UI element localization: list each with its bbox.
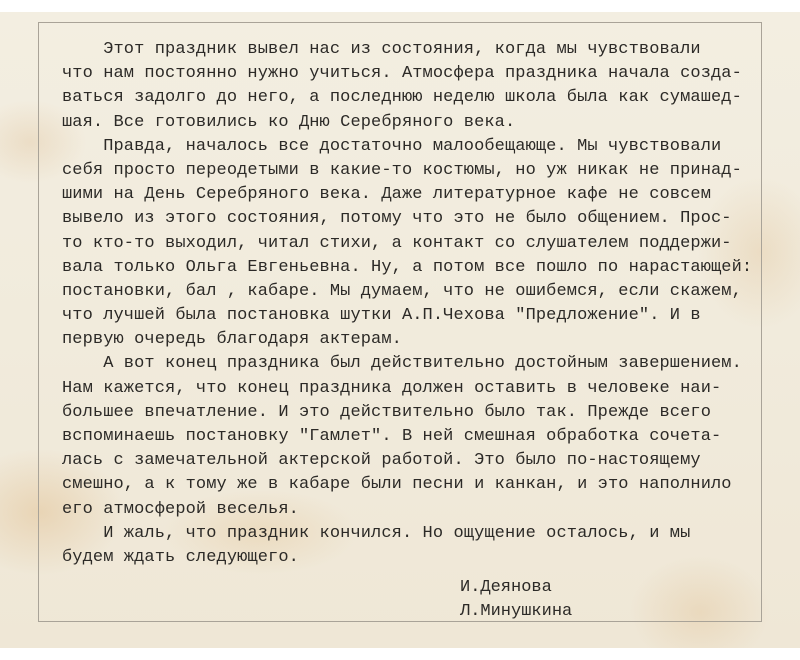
- signature-name: Л.Минушкина: [460, 602, 573, 622]
- text-line: ваться задолго до него, а последнюю неделю школа была как сумашед-: [62, 88, 742, 108]
- text-line: Нам кажется, что конец праздника должен оставить в человеке наи-: [62, 378, 722, 398]
- text-line: будем ждать следующего.: [62, 547, 299, 567]
- text-line: вала только Ольга Евгеньевна. Ну, а потом все пошло по нарастающей:: [62, 257, 753, 277]
- text-line: что нам постоянно нужно учиться. Атмосфера праздника начала созда-: [62, 64, 742, 84]
- text-line: шими на День Серебряного века. Даже литературное кафе не совсем: [62, 185, 712, 205]
- text-line: большее впечатление. И это действительно было так. Прежде всего: [62, 402, 712, 422]
- text-line: первую очередь благодаря актерам.: [62, 330, 402, 350]
- text-line: вспоминаешь постановку "Гамлет". В ней смешная обработка сочета-: [62, 427, 722, 446]
- text-line: шая. Все готовились ко Дню Серебряного века.: [62, 112, 516, 132]
- text-line: себя просто переодетыми в какие-то костюмы, но уж никак не принад-: [62, 160, 742, 180]
- signature-block: [460, 574, 572, 622]
- text-line: Правда, началось все достаточно малообещающе. Мы чувствовали: [62, 136, 722, 156]
- document-body-text: [62, 38, 753, 570]
- text-line: И жаль, что праздник кончился. Но ощущение осталось, и мы: [62, 523, 691, 543]
- text-line: что лучшей была постановка шутки А.П.Чехова "Предложение". И в: [62, 306, 701, 326]
- text-line: Этот праздник вывел нас из состояния, когда мы чувствовали: [62, 40, 701, 59]
- text-line: постановки, бал , кабаре. Мы думаем, что не ошибемся, если скажем,: [62, 281, 742, 301]
- typed-document-sheet: [0, 12, 800, 648]
- signature-name: И.Деянова: [460, 578, 552, 597]
- text-line: смешно, а к тому же в кабаре были песни и канкан, и это наполнило: [62, 475, 732, 495]
- text-line: вывело из этого состояния, потому что это не было общением. Прос-: [62, 209, 732, 229]
- text-line: лась с замечательной актерской работой. Это было по-настоящему: [62, 451, 701, 471]
- text-line: его атмосферой веселья.: [62, 499, 299, 519]
- text-line: то кто-то выходил, читал стихи, а контакт со слушателем поддержи-: [62, 233, 732, 253]
- text-line: А вот конец праздника был действительно достойным завершением.: [62, 354, 742, 374]
